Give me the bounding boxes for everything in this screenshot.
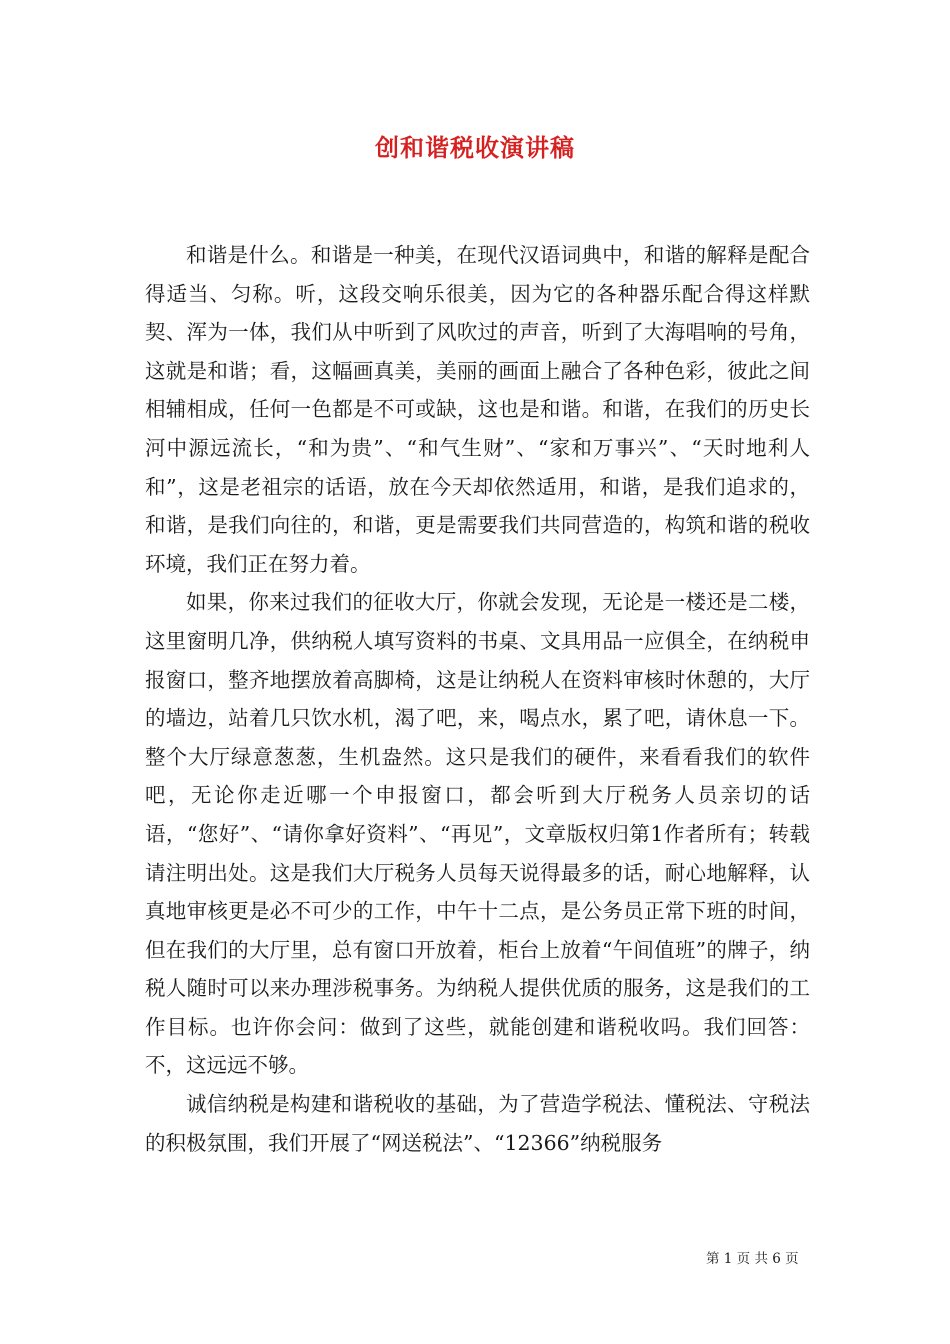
page-number-footer: 第 1 页 共 6 页 [706,1251,799,1267]
paragraph-3: 诚信纳税是构建和谐税收的基础，为了营造学税法、懂税法、守税法的积极氛围，我们开展了“网送税法”、“12366”纳税服务 [145,1092,810,1155]
document-body [145,236,810,1162]
paragraph-1: 和谐是什么。和谐是一种美，在现代汉语词典中，和谐的解释是配合得适当、匀称。听，这段交响乐很美，因为它的各种器乐配合得这样默契、浑为一体，我们从中听到了风吹过的声音，听到了大海唱响的号角，这就是和谐；看，这幅画真美，美丽的画面上融合了各种色彩，彼此之间相辅相成，任何一色都是不可或缺，这也是和谐。和谐，在我们的历史长河中源远流长，“和为贵”、“和气生财”、“家和万事兴”、“天时地利人和”，这是老祖宗的话语，放在今天却依然适用，和谐，是我们追求的，和谐，是我们向往的，和谐，更是需要我们共同营造的，构筑和谐的税收环境，我们正在努力着。 [145,243,810,576]
document-title: 创和谐税收演讲稿 [375,133,575,162]
paragraph-2: 如果，你来过我们的征收大厅，你就会发现，无论是一楼还是二楼，这里窗明几净，供纳税人填写资料的书桌、文具用品一应俱全，在纳税申报窗口，整齐地摆放着高脚椅，这是让纳税人在资料审核时休憩的，大厅的墙边，站着几只饮水机，渴了吧，来，喝点水，累了吧，请休息一下。整个大厅绿意葱葱，生机盎然。这只是我们的硬件，来看看我们的软件吧，无论你走近哪一个申报窗口，都会听到大厅税务人员亲切的话语，“您好”、“请你拿好资料”、“再见”，文章版权归第1作者所有；转载请注明出处。这是我们大厅税务人员每天说得最多的话，耐心地解释，认真地审核更是必不可少的工作，中午十二点，是公务员正常下班的时间，但在我们的大厅里，总有窗口开放着，柜台上放着“午间值班”的牌子，纳税人随时可以来办理涉税事务。为纳税人提供优质的服务，这是我们的工作目标。也许你会问：做到了这些，就能创建和谐税收吗。我们回答：不，这远远不够。 [145,590,810,1078]
